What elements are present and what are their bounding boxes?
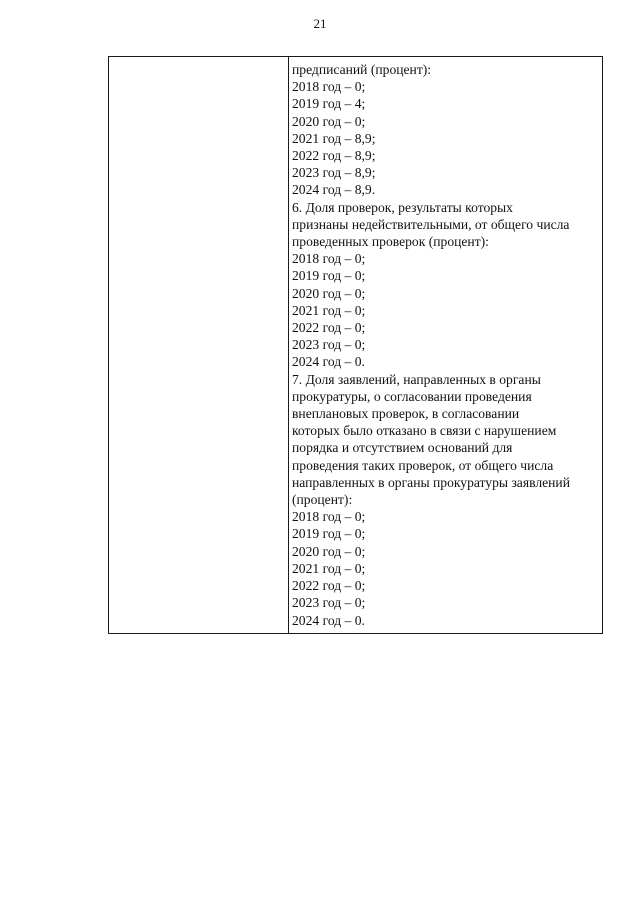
text-line: 2018 год – 0;	[292, 251, 366, 267]
page-number: 21	[313, 16, 327, 31]
text-line: 2019 год – 4;	[292, 96, 366, 112]
text-line: 2023 год – 8,9;	[292, 165, 376, 181]
text-line: 2021 год – 0;	[292, 302, 366, 318]
text-line: 2019 год – 0;	[292, 526, 366, 542]
indicators-table	[108, 56, 603, 634]
text-line: 2022 год – 8,9;	[292, 148, 376, 164]
text-line: признаны недействительными, от общего числа	[292, 216, 570, 232]
text-line: которых было отказано в связи с нарушением	[292, 423, 557, 439]
text-line: 2022 год – 0;	[292, 320, 366, 336]
text-line: прокуратуры, о согласовании проведения	[292, 388, 532, 404]
text-line: проведенных проверок (процент):	[292, 234, 489, 250]
text-line: 2024 год – 0.	[292, 612, 365, 628]
text-line: 2020 год – 0;	[292, 543, 366, 559]
text-line: проведения таких проверок, от общего числа	[292, 457, 554, 473]
text-line: 2019 год – 0;	[292, 268, 366, 284]
text-line: 6. Доля проверок, результаты которых	[292, 199, 513, 215]
text-line: 2018 год – 0;	[292, 79, 366, 95]
text-line: 2023 год – 0;	[292, 595, 366, 611]
text-line: 2023 год – 0;	[292, 337, 366, 353]
text-line: направленных в органы прокуратуры заявлений	[292, 474, 570, 490]
text-line: порядка и отсутствием оснований для	[292, 440, 513, 456]
text-line: 2021 год – 0;	[292, 560, 366, 576]
text-line: (процент):	[292, 492, 353, 508]
text-line: 2018 год – 0;	[292, 509, 366, 525]
text-line: 2024 год – 0.	[292, 354, 365, 370]
text-line: 7. Доля заявлений, направленных в органы	[292, 371, 541, 387]
text-line: предписаний (процент):	[292, 62, 432, 77]
text-line: 2022 год – 0;	[292, 578, 366, 594]
table-right-cell	[289, 57, 602, 633]
text-line: 2020 год – 0;	[292, 113, 366, 129]
text-line: 2024 год – 8,9.	[292, 182, 376, 198]
text-line: 2020 год – 0;	[292, 285, 366, 301]
table-left-cell	[109, 57, 289, 633]
text-line: внеплановых проверок, в согласовании	[292, 406, 520, 422]
text-line: 2021 год – 8,9;	[292, 130, 376, 146]
